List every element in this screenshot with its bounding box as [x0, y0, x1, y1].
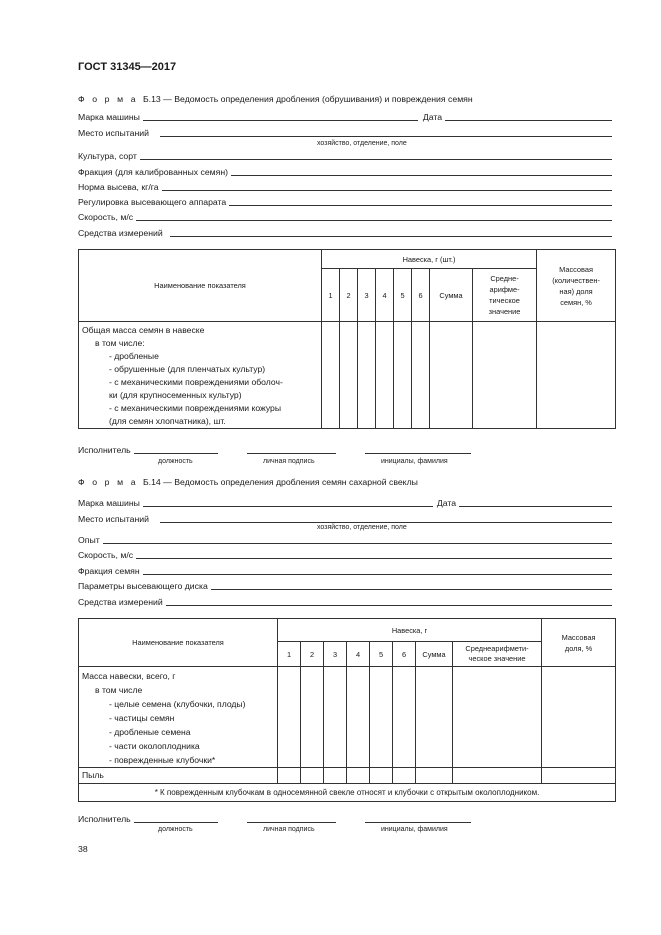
form14-cell[interactable]: [278, 768, 301, 784]
form14-fraction-field[interactable]: [143, 564, 612, 575]
form13-culture-field[interactable]: [140, 149, 612, 160]
form13-rate-field[interactable]: [162, 180, 612, 191]
form14-col-avg-line: Среднеарифмети-: [465, 644, 529, 653]
form13-col-num-5: 5: [394, 269, 412, 322]
form13-row-total: Общая масса семян в навеске: [82, 325, 205, 335]
form13-col-sum: Сумма: [430, 269, 473, 322]
form14-title-text: Б.14 — Ведомость определения дробления семян сахарной свеклы: [142, 477, 418, 487]
form14-col-mass-line: Массовая: [561, 632, 596, 642]
form13-col-avg-line: арифме-: [489, 285, 520, 294]
form13-col-name: Наименование показателя: [79, 250, 322, 322]
form14-row-pericarp: - части околоплодника: [109, 741, 200, 751]
form14-col-avg-line: ческое значение: [468, 654, 526, 663]
form14-initials-caption: инициалы, фамилия: [381, 826, 448, 833]
form14-row-damaged: - поврежденные клубочки*: [109, 755, 216, 765]
form13-signature-row: [78, 443, 498, 455]
form13-initials-caption: инициалы, фамилия: [381, 458, 448, 465]
form14-cell[interactable]: [324, 667, 347, 768]
form14-table: [78, 618, 616, 802]
form13-col-mass: [537, 250, 616, 322]
form14-col-mass: [542, 619, 616, 667]
form13-row-damaged-skin-cont: (для семян хлопчатника), шт.: [109, 416, 226, 426]
form13-cell[interactable]: [376, 322, 394, 429]
form14-title-prefix: Ф о р м а: [78, 477, 139, 487]
form13-col-mass-line: ная) доля: [559, 286, 593, 296]
form14-row-including: в том числе: [95, 685, 143, 695]
form14-machine-row: [78, 496, 612, 508]
form13-rate-label: Норма высева, кг/га: [78, 182, 159, 192]
form14-place-row: [78, 512, 612, 524]
form13-table: [78, 249, 616, 429]
form14-experiment-row: [78, 533, 612, 545]
form13-col-avg-line: значение: [488, 307, 521, 316]
form14-fraction-label: Фракция семян: [78, 566, 140, 576]
form13-fraction-field[interactable]: [231, 165, 612, 176]
form13-col-num-3: 3: [358, 269, 376, 322]
form13-cell[interactable]: [412, 322, 430, 429]
form14-col-num-6: 6: [393, 642, 416, 667]
form13-col-mass-line: Массовая: [559, 264, 593, 274]
form14-cell[interactable]: [453, 667, 542, 768]
form14-cell[interactable]: [393, 768, 416, 784]
form14-row-dust: Пыль: [79, 768, 278, 784]
form14-speed-label: Скорость, м/с: [78, 550, 134, 560]
form13-col-num-4: 4: [376, 269, 394, 322]
form14-col-num-1: 1: [278, 642, 301, 667]
form13-place-field[interactable]: [160, 126, 612, 137]
form14-cell[interactable]: [416, 667, 453, 768]
form13-position-field[interactable]: [134, 443, 218, 454]
form13-col-num-1: 1: [322, 269, 340, 322]
form14-initials-field[interactable]: [365, 812, 471, 823]
form13-sign-caption: личная подпись: [263, 458, 315, 465]
form14-tools-field[interactable]: [166, 595, 612, 606]
form13-title-text: Б.13 — Ведомость определения дробления (обрушивания) и повреждения семян: [142, 94, 473, 104]
form13-cell[interactable]: [473, 322, 537, 429]
form14-place-field[interactable]: [160, 512, 612, 523]
form13-cell[interactable]: [340, 322, 358, 429]
form13-tools-field[interactable]: [170, 226, 612, 237]
form14-cell[interactable]: [324, 768, 347, 784]
form14-cell[interactable]: [453, 768, 542, 784]
form13-col-num-6: 6: [412, 269, 430, 322]
form13-cell[interactable]: [430, 322, 473, 429]
form13-culture-label: Культура, сорт: [78, 151, 137, 161]
form14-col-num-4: 4: [347, 642, 370, 667]
form14-cell[interactable]: [370, 768, 393, 784]
form13-col-mass-line: (количествен-: [552, 275, 600, 285]
form14-sign-caption: личная подпись: [263, 826, 315, 833]
form14-cell[interactable]: [416, 768, 453, 784]
form13-title-prefix: Ф о р м а: [78, 94, 139, 104]
form13-initials-field[interactable]: [365, 443, 471, 454]
form13-col-num-2: 2: [340, 269, 358, 322]
form13-col-avg-line: Средне-: [490, 274, 519, 283]
form14-cell[interactable]: [393, 667, 416, 768]
form14-sign-field[interactable]: [247, 812, 336, 823]
form14-position-caption: должность: [158, 826, 193, 833]
form13-cell[interactable]: [537, 322, 616, 429]
form14-row-particles: - частицы семян: [109, 713, 175, 723]
form14-speed-field[interactable]: [136, 548, 612, 559]
form14-col-sample: Навеска, г: [278, 619, 542, 642]
form14-col-avg: [453, 642, 542, 667]
form14-footnote: * К поврежденным клубочкам в односемянной свекле относят и клубочки с открытым околоплодником.: [79, 784, 616, 802]
form14-place-label: Место испытаний: [78, 514, 149, 524]
form14-experiment-field[interactable]: [103, 533, 612, 544]
form14-cell[interactable]: [301, 667, 324, 768]
form14-col-mass-line: доля, %: [564, 643, 593, 653]
form13-place-caption: хозяйство, отделение, поле: [317, 140, 407, 147]
form13-row-hulled: - обрушенные (для пленчатых культур): [109, 364, 266, 374]
form14-cell[interactable]: [278, 667, 301, 768]
form14-machine-label: Марка машины: [78, 498, 140, 508]
form13-tools-label: Средства измерений: [78, 228, 163, 238]
form13-speed-label: Скорость, м/с: [78, 212, 134, 222]
form13-row-damaged-skin: - с механическими повреждениями кожуры: [109, 403, 282, 413]
form13-machine-label: Марка машины: [78, 112, 140, 122]
form13-row-including: в том числе:: [95, 338, 145, 348]
form13-place-label: Место испытаний: [78, 128, 149, 138]
form14-date-label: Дата: [436, 498, 457, 508]
form13-speed-row: [78, 210, 612, 222]
form13-fraction-label: Фракция (для калиброванных семян): [78, 167, 229, 177]
form13-col-avg: [473, 269, 537, 322]
form14-cell[interactable]: [542, 667, 616, 768]
form13-row-damaged-shell: - с механическими повреждениями оболоч-: [109, 377, 283, 387]
form14-col-sum: Сумма: [416, 642, 453, 667]
form13-speed-field[interactable]: [136, 210, 612, 221]
form14-place-caption: хозяйство, отделение, поле: [317, 524, 407, 531]
form14-disk-field[interactable]: [211, 579, 612, 590]
form14-fraction-row: [78, 564, 612, 576]
form14-title: [78, 477, 418, 487]
form13-row-crushed: - дробленые: [109, 351, 159, 361]
form13-col-mass-line: семян, %: [560, 297, 592, 307]
form13-cell[interactable]: [394, 322, 412, 429]
form13-sign-field[interactable]: [247, 443, 336, 454]
form14-tools-row: [78, 595, 612, 607]
form14-disk-label: Параметры высевающего диска: [78, 581, 208, 591]
form13-cell[interactable]: [322, 322, 340, 429]
form13-date-field[interactable]: [445, 110, 612, 121]
form13-regulation-row: [78, 195, 612, 207]
form14-cell[interactable]: [347, 768, 370, 784]
form14-tools-label: Средства измерений: [78, 597, 163, 607]
form13-tools-row: [78, 226, 612, 238]
form14-date-field[interactable]: [459, 496, 612, 507]
form14-cell[interactable]: [542, 768, 616, 784]
form14-row-whole: - целые семена (клубочки, плоды): [109, 699, 246, 709]
form14-signature-row: [78, 812, 498, 824]
form13-body-names: [79, 322, 322, 429]
form14-col-name: Наименование показателя: [79, 619, 278, 667]
form13-machine-field[interactable]: [143, 110, 418, 121]
form14-disk-row: [78, 579, 612, 591]
form14-experiment-label: Опыт: [78, 535, 100, 545]
form14-signature-label: Исполнитель: [78, 814, 131, 824]
form14-row-total: Масса навески, всего, г: [82, 671, 176, 681]
form14-col-num-5: 5: [370, 642, 393, 667]
form13-row-damaged-shell-cont: ки (для крупносеменных культур): [109, 390, 242, 400]
form13-regulation-field[interactable]: [229, 195, 612, 206]
form13-position-caption: должность: [158, 458, 193, 465]
form14-col-num-2: 2: [301, 642, 324, 667]
form13-date-label: Дата: [422, 112, 443, 122]
form14-row-crushed: - дробленые семена: [109, 727, 191, 737]
form13-cell[interactable]: [358, 322, 376, 429]
standard-code: ГОСТ 31345—2017: [78, 61, 177, 73]
form13-culture-row: [78, 149, 612, 161]
form14-body-names: [79, 667, 278, 768]
form14-cell[interactable]: [370, 667, 393, 768]
form14-position-field[interactable]: [134, 812, 218, 823]
form13-rate-row: [78, 180, 612, 192]
form14-col-num-3: 3: [324, 642, 347, 667]
form13-signature-label: Исполнитель: [78, 445, 131, 455]
form13-place-row: [78, 126, 612, 138]
form13-col-sample: Навеска, г (шт.): [322, 250, 537, 269]
form13-machine-row: [78, 110, 612, 122]
form13-col-avg-line: тическое: [489, 296, 520, 305]
form13-title: [78, 94, 473, 104]
form14-cell[interactable]: [347, 667, 370, 768]
form14-cell[interactable]: [301, 768, 324, 784]
page-number: 38: [78, 844, 88, 854]
form14-speed-row: [78, 548, 612, 560]
form13-fraction-row: [78, 165, 612, 177]
form14-machine-field[interactable]: [143, 496, 433, 507]
form13-regulation-label: Регулировка высевающего аппарата: [78, 197, 227, 207]
